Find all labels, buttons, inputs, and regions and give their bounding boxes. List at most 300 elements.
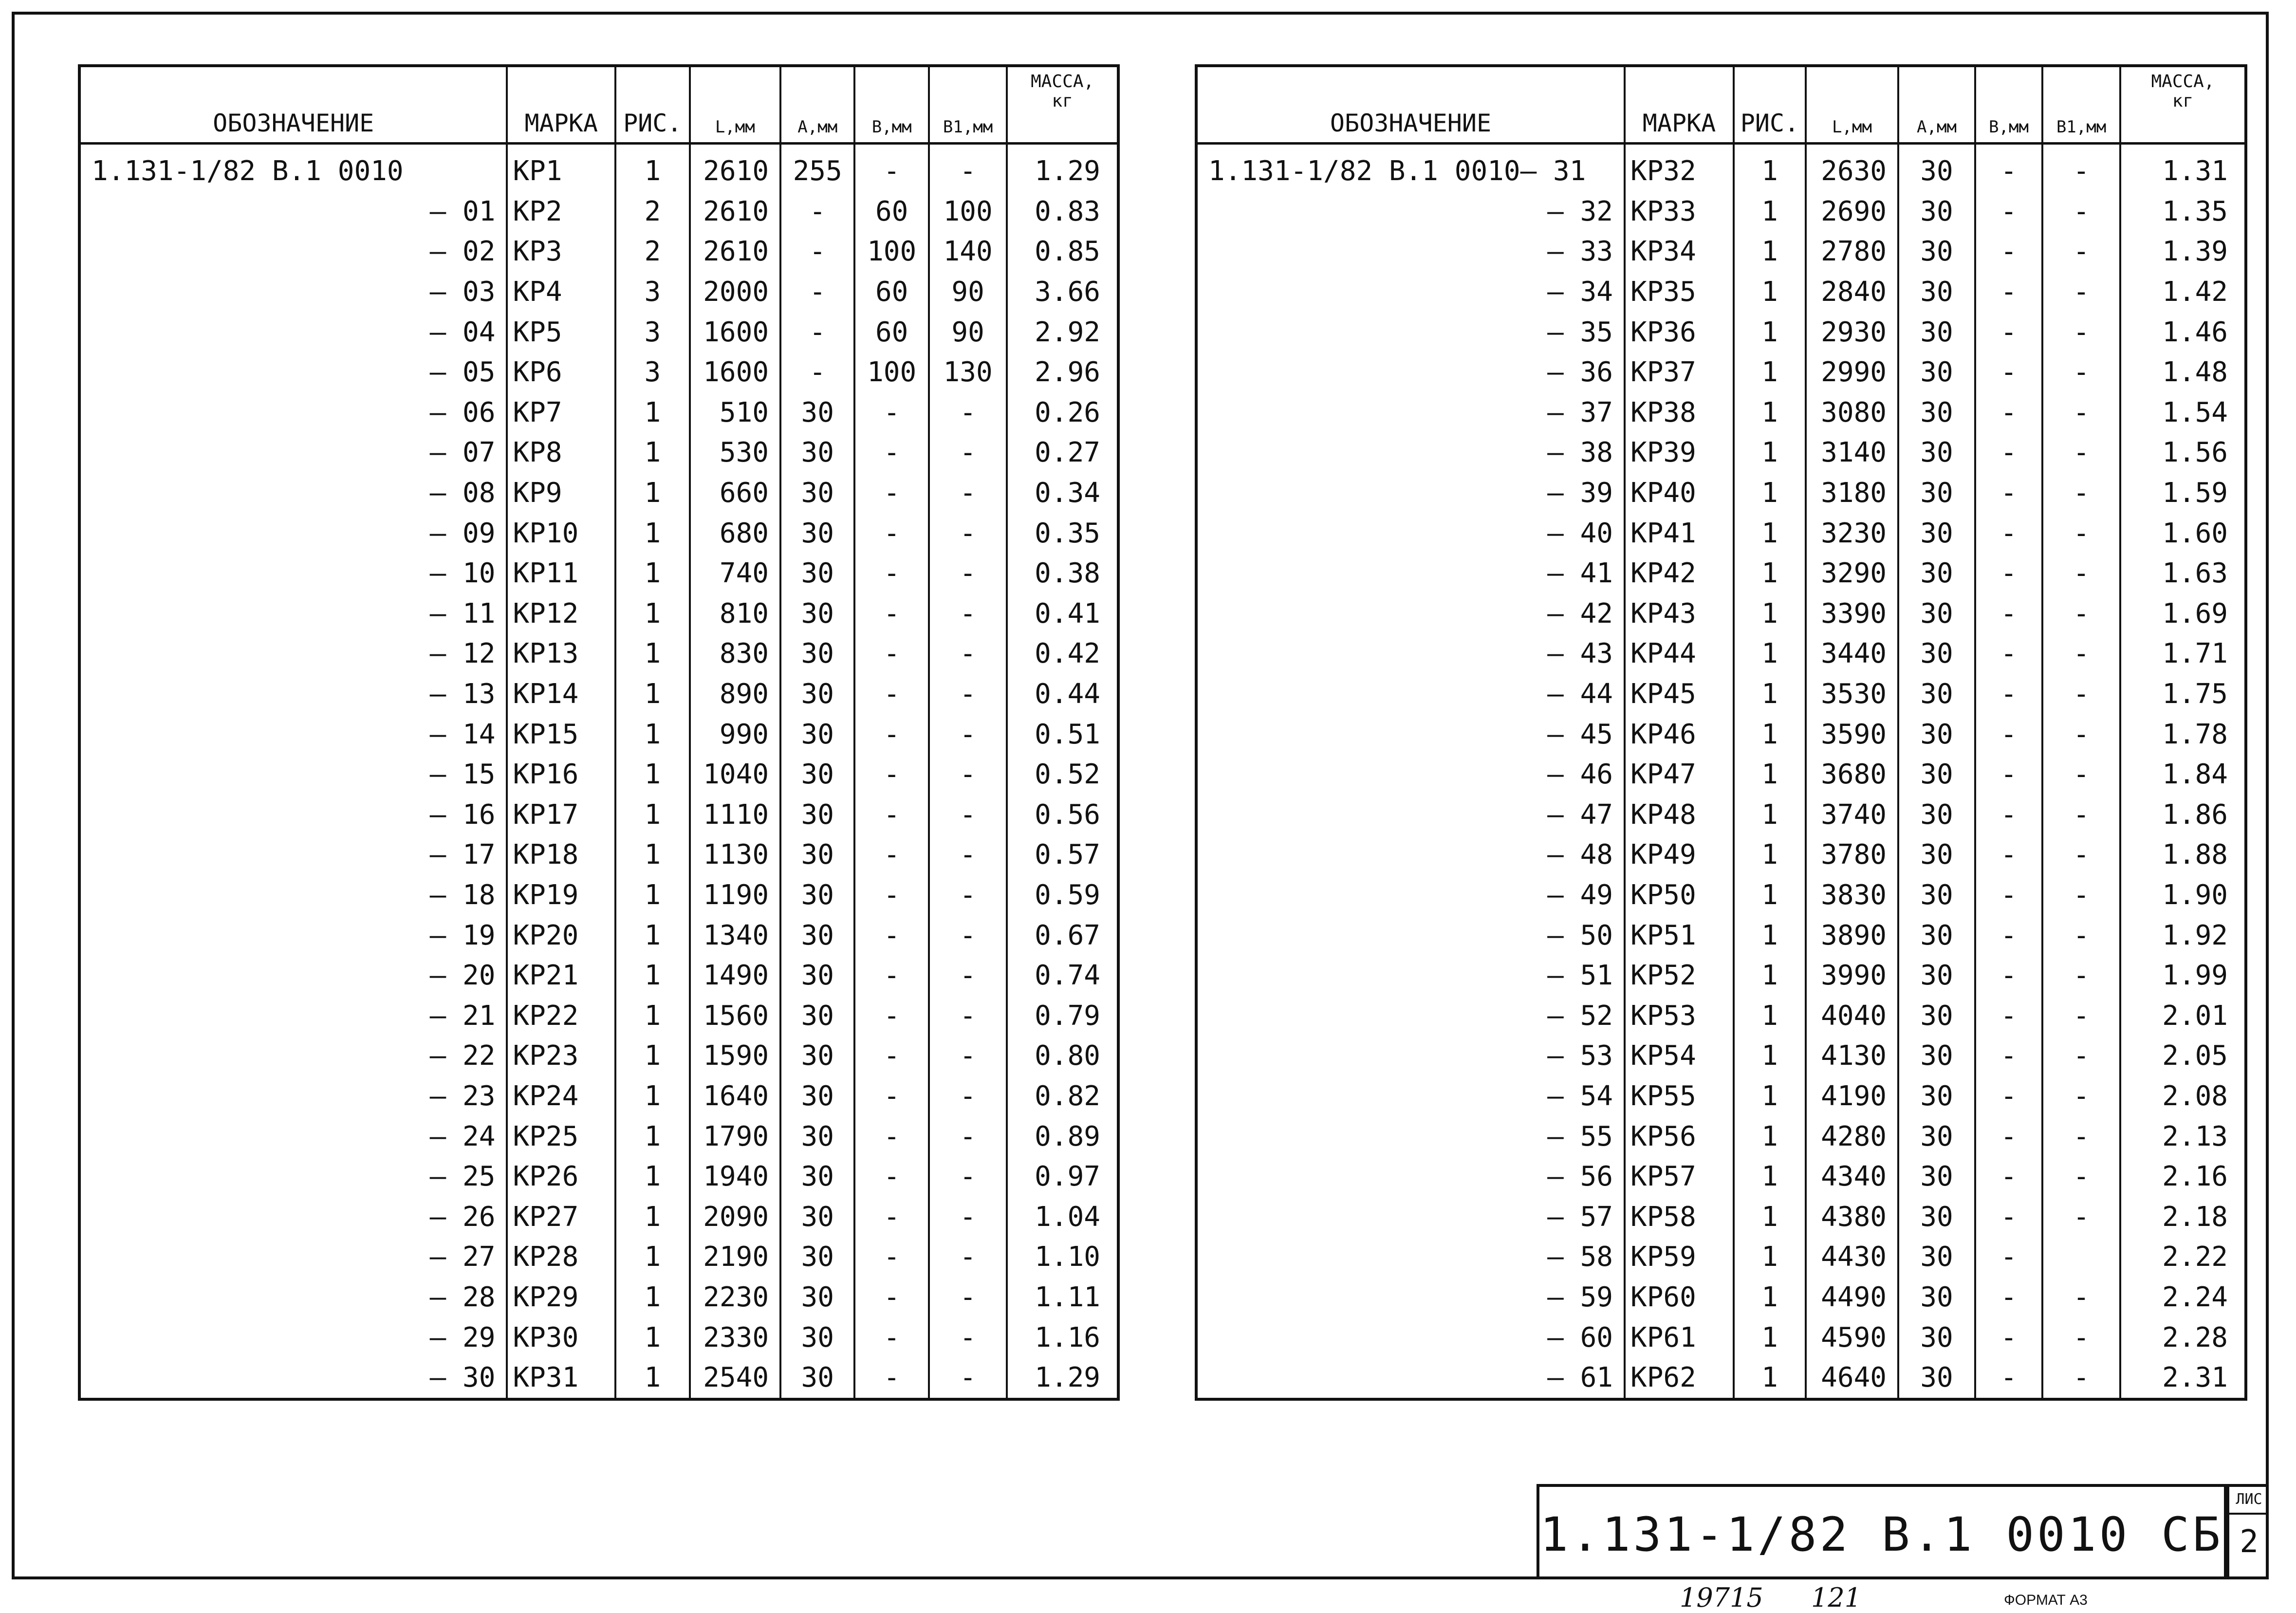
cell-a: 30 [1898, 956, 1975, 996]
cell-mark: КР11 [507, 554, 615, 594]
table-row [1196, 1036, 2246, 1076]
cell-mass: 0.74 [1007, 956, 1118, 996]
cell-designation: – 47 [1547, 798, 1613, 831]
cell-b1: - [929, 433, 1007, 473]
cell-fig: 1 [615, 1036, 689, 1076]
cell-fig: 1 [1734, 1237, 1806, 1278]
table-row [1196, 1278, 2246, 1318]
cell-fig: 1 [615, 513, 689, 554]
cell-mark: КР10 [507, 513, 615, 554]
table-row [1196, 755, 2246, 795]
cell-designation: – 02 [429, 236, 496, 268]
cell-designation: – 51 [1547, 960, 1613, 992]
cell-fig: 1 [615, 1157, 689, 1197]
cell-designation: – 37 [1547, 396, 1613, 428]
cell-fig: 1 [615, 433, 689, 473]
cell-mass: 0.56 [1007, 795, 1118, 835]
cell-mark: КР32 [1625, 144, 1734, 192]
cell-mark: КР34 [1625, 232, 1734, 272]
cell-a: 30 [1898, 554, 1975, 594]
cell-b1: - [2042, 433, 2120, 473]
cell-b1: - [2042, 875, 2120, 916]
cell-a: 30 [1898, 755, 1975, 795]
cell-mass: 1.35 [2120, 192, 2246, 232]
table-row [1196, 554, 2246, 594]
cell-designation: – 55 [1547, 1120, 1613, 1152]
cell-a: 30 [1898, 835, 1975, 875]
cell-fig: 3 [615, 352, 689, 393]
cell-a: 30 [1898, 393, 1975, 433]
cell-fig: 1 [615, 795, 689, 835]
format-label: ФОРМАТ А3 [2004, 1592, 2088, 1608]
table-row [79, 1278, 1118, 1318]
cell-length: 1040 [690, 755, 781, 795]
title-block-code: 1.131-1/82 В.1 0010 СБ [1537, 1484, 2227, 1579]
cell-b: - [854, 795, 928, 835]
cell-b1: 100 [929, 192, 1007, 232]
cell-mass: 1.60 [2120, 513, 2246, 554]
cell-b1: - [2042, 272, 2120, 313]
cell-fig: 1 [1734, 1358, 1806, 1400]
cell-fig: 1 [1734, 272, 1806, 313]
table-row [1196, 594, 2246, 634]
cell-designation: – 26 [429, 1201, 496, 1233]
cell-length: 3180 [1806, 473, 1898, 514]
cell-b1: 130 [929, 352, 1007, 393]
cell-designation: – 04 [429, 316, 496, 348]
cell-b: - [1975, 1358, 2042, 1400]
cell-designation: – 29 [429, 1321, 496, 1353]
cell-b1: - [2042, 1076, 2120, 1117]
cell-a: 30 [1898, 875, 1975, 916]
cell-b1: - [2042, 1358, 2120, 1400]
cell-mass: 1.71 [2120, 634, 2246, 674]
cell-designation: – 54 [1547, 1080, 1613, 1112]
cell-b1: - [2042, 1317, 2120, 1358]
cell-designation: – 52 [1547, 1000, 1613, 1032]
cell-length: 740 [690, 554, 781, 594]
cell-length: 1560 [690, 996, 781, 1036]
cell-designation: – 01 [429, 195, 496, 227]
table-row [1196, 393, 2246, 433]
cell-b: - [1975, 755, 2042, 795]
cell-mass: 1.29 [1007, 1358, 1118, 1400]
cell-mass: 0.34 [1007, 473, 1118, 514]
cell-b1: - [929, 755, 1007, 795]
cell-length: 4590 [1806, 1317, 1898, 1358]
cell-b1: - [929, 554, 1007, 594]
cell-fig: 1 [1734, 594, 1806, 634]
cell-b: - [854, 755, 928, 795]
cell-b1: - [929, 513, 1007, 554]
cell-b1: - [929, 1278, 1007, 1318]
table-row [1196, 473, 2246, 514]
table-row [1196, 714, 2246, 755]
cell-fig: 1 [1734, 312, 1806, 352]
cell-b: - [1975, 433, 2042, 473]
cell-mass: 1.31 [2120, 144, 2246, 192]
cell-a: 30 [780, 513, 854, 554]
cell-designation: – 39 [1547, 477, 1613, 509]
cell-mark: КР18 [507, 835, 615, 875]
cell-length: 3680 [1806, 755, 1898, 795]
cell-mark: КР24 [507, 1076, 615, 1117]
cell-a: 30 [780, 1116, 854, 1157]
cell-length: 2090 [690, 1197, 781, 1237]
cell-length: 1790 [690, 1116, 781, 1157]
cell-designation: – 05 [429, 356, 496, 389]
cell-mark: КР58 [1625, 1197, 1734, 1237]
cell-length: 3290 [1806, 554, 1898, 594]
table-row [79, 312, 1118, 352]
cell-a: 30 [780, 835, 854, 875]
cell-a: 30 [1898, 352, 1975, 393]
table-row [79, 554, 1118, 594]
cell-b: - [854, 674, 928, 715]
cell-mass: 1.59 [2120, 473, 2246, 514]
cell-mass: 0.52 [1007, 755, 1118, 795]
cell-fig: 1 [1734, 1157, 1806, 1197]
cell-mass: 1.63 [2120, 554, 2246, 594]
cell-length: 1600 [690, 312, 781, 352]
cell-a: - [780, 272, 854, 313]
cell-fig: 1 [1734, 755, 1806, 795]
cell-b1: - [929, 144, 1007, 192]
cell-mark: КР39 [1625, 433, 1734, 473]
cell-b1: - [2042, 393, 2120, 433]
cell-length: 1110 [690, 795, 781, 835]
cell-designation: – 46 [1547, 759, 1613, 791]
cell-b: - [854, 1237, 928, 1278]
cell-mass: 0.51 [1007, 714, 1118, 755]
table-row [1196, 835, 2246, 875]
cell-designation: – 57 [1547, 1201, 1613, 1233]
cell-b1: - [2042, 473, 2120, 514]
header-mark: МАРКА [507, 66, 615, 144]
cell-mark: КР46 [1625, 714, 1734, 755]
cell-b: - [1975, 1197, 2042, 1237]
cell-a: 30 [780, 956, 854, 996]
cell-a: 30 [780, 1197, 854, 1237]
cell-fig: 1 [1734, 352, 1806, 393]
cell-length: 2610 [690, 144, 781, 192]
cell-mass: 0.44 [1007, 674, 1118, 715]
cell-length: 810 [690, 594, 781, 634]
cell-mark: КР49 [1625, 835, 1734, 875]
cell-a: 30 [780, 1278, 854, 1318]
cell-designation: – 33 [1547, 236, 1613, 268]
cell-length: 2190 [690, 1237, 781, 1278]
cell-mass: 0.42 [1007, 634, 1118, 674]
cell-b: 100 [854, 352, 928, 393]
cell-length: 2780 [1806, 232, 1898, 272]
cell-length: 2330 [690, 1317, 781, 1358]
cell-mass: 2.22 [2120, 1237, 2246, 1278]
cell-mass: 2.28 [2120, 1317, 2246, 1358]
cell-b: - [1975, 1157, 2042, 1197]
cell-b1: - [929, 393, 1007, 433]
table-row [1196, 272, 2246, 313]
cell-mark: КР55 [1625, 1076, 1734, 1117]
spec-table-left-body [79, 144, 1118, 1400]
cell-b: - [854, 714, 928, 755]
cell-mass: 1.56 [2120, 433, 2246, 473]
cell-designation: – 42 [1547, 597, 1613, 630]
cell-a: - [780, 352, 854, 393]
cell-b: - [854, 144, 928, 192]
cell-fig: 1 [1734, 1116, 1806, 1157]
cell-fig: 1 [615, 915, 689, 956]
table-row [79, 473, 1118, 514]
cell-fig: 1 [615, 956, 689, 996]
cell-b1: - [929, 795, 1007, 835]
table-row [79, 634, 1118, 674]
cell-length: 2610 [690, 192, 781, 232]
cell-mass: 1.88 [2120, 835, 2246, 875]
cell-fig: 1 [615, 1278, 689, 1318]
cell-mass: 0.80 [1007, 1036, 1118, 1076]
cell-b: 60 [854, 192, 928, 232]
cell-a: 30 [1898, 144, 1975, 192]
cell-b1: - [929, 996, 1007, 1036]
cell-fig: 1 [615, 714, 689, 755]
cell-b: - [854, 915, 928, 956]
cell-a: 30 [1898, 1197, 1975, 1237]
cell-length: 1190 [690, 875, 781, 916]
cell-a: 30 [1898, 232, 1975, 272]
cell-length: 3080 [1806, 393, 1898, 433]
cell-length: 4640 [1806, 1358, 1898, 1400]
cell-length: 2930 [1806, 312, 1898, 352]
header-a: А,мм [780, 66, 854, 144]
cell-mass: 1.78 [2120, 714, 2246, 755]
cell-a: 30 [1898, 714, 1975, 755]
cell-a: 30 [1898, 996, 1975, 1036]
cell-designation: – 19 [429, 919, 496, 951]
cell-length: 660 [690, 473, 781, 514]
cell-a: 30 [1898, 312, 1975, 352]
cell-length: 3890 [1806, 915, 1898, 956]
cell-mass: 1.16 [1007, 1317, 1118, 1358]
cell-mark: КР26 [507, 1157, 615, 1197]
cell-mass: 0.67 [1007, 915, 1118, 956]
cell-designation: – 23 [429, 1080, 496, 1112]
cell-b1: - [929, 714, 1007, 755]
header-mass-line1: МАССА, [1031, 72, 1094, 92]
cell-a: 30 [780, 674, 854, 715]
header-l: L,мм [690, 66, 781, 144]
spec-table-left [78, 64, 1120, 1401]
cell-fig: 1 [1734, 835, 1806, 875]
cell-mass: 0.27 [1007, 433, 1118, 473]
header-mass-line2: кг [1052, 91, 1073, 111]
sheet-box [2227, 1484, 2269, 1579]
table-row [79, 1317, 1118, 1358]
cell-mark: КР61 [1625, 1317, 1734, 1358]
cell-b: - [854, 956, 928, 996]
cell-b1: - [2042, 634, 2120, 674]
cell-mass: 0.38 [1007, 554, 1118, 594]
cell-length: 890 [690, 674, 781, 715]
cell-mark: КР15 [507, 714, 615, 755]
cell-designation: – 22 [429, 1040, 496, 1072]
cell-fig: 1 [615, 1197, 689, 1237]
cell-length: 1640 [690, 1076, 781, 1117]
cell-length: 2690 [1806, 192, 1898, 232]
cell-b1: - [929, 1197, 1007, 1237]
cell-a: 30 [780, 755, 854, 795]
cell-mass: 2.01 [2120, 996, 2246, 1036]
cell-mass: 0.59 [1007, 875, 1118, 916]
header-b1: В1,мм [929, 66, 1007, 144]
cell-mark: КР57 [1625, 1157, 1734, 1197]
table-row [79, 393, 1118, 433]
cell-b1: - [929, 1076, 1007, 1117]
cell-designation: – 32 [1547, 195, 1613, 227]
cell-b: - [854, 554, 928, 594]
cell-fig: 1 [1734, 634, 1806, 674]
cell-designation: – 49 [1547, 879, 1613, 911]
cell-mass: 2.05 [2120, 1036, 2246, 1076]
cell-designation: – 58 [1547, 1241, 1613, 1273]
cell-a: 255 [780, 144, 854, 192]
table-row [1196, 634, 2246, 674]
header-fig: РИС. [615, 66, 689, 144]
cell-b: - [1975, 312, 2042, 352]
table-row [1196, 795, 2246, 835]
cell-fig: 1 [615, 835, 689, 875]
cell-a: 30 [1898, 513, 1975, 554]
cell-b: - [1975, 996, 2042, 1036]
cell-mark: КР56 [1625, 1116, 1734, 1157]
cell-fig: 1 [1734, 875, 1806, 916]
cell-mark: КР28 [507, 1237, 615, 1278]
cell-b1: - [2042, 352, 2120, 393]
cell-designation: – 25 [429, 1161, 496, 1193]
cell-mass: 1.11 [1007, 1278, 1118, 1318]
cell-a: 30 [780, 996, 854, 1036]
cell-b: - [854, 594, 928, 634]
cell-mark: КР4 [507, 272, 615, 313]
cell-fig: 1 [1734, 144, 1806, 192]
cell-length: 3590 [1806, 714, 1898, 755]
cell-b: 60 [854, 272, 928, 313]
spec-table-right-body [1196, 144, 2246, 1400]
cell-mark: КР51 [1625, 915, 1734, 956]
cell-designation: – 27 [429, 1241, 496, 1273]
cell-b1: - [2042, 674, 2120, 715]
cell-a: 30 [1898, 1076, 1975, 1117]
cell-b: 100 [854, 232, 928, 272]
cell-length: 3230 [1806, 513, 1898, 554]
cell-mass: 0.82 [1007, 1076, 1118, 1117]
table-row [1196, 674, 2246, 715]
table-row [1196, 144, 2246, 192]
cell-b: - [1975, 634, 2042, 674]
table-row [79, 795, 1118, 835]
cell-mark: КР31 [507, 1358, 615, 1400]
cell-b: - [854, 433, 928, 473]
cell-b1: - [2042, 1116, 2120, 1157]
cell-b: 60 [854, 312, 928, 352]
cell-b1: - [2042, 996, 2120, 1036]
handwritten-number-1: 19715 [1680, 1582, 1763, 1613]
cell-a: 30 [1898, 433, 1975, 473]
cell-b: - [1975, 674, 2042, 715]
cell-designation: – 21 [429, 1000, 496, 1032]
table-row [79, 144, 1118, 192]
cell-b1: - [929, 594, 1007, 634]
table-row [1196, 513, 2246, 554]
cell-fig: 1 [1734, 1036, 1806, 1076]
cell-designation: – 13 [429, 678, 496, 710]
table-row [79, 232, 1118, 272]
cell-b: - [854, 393, 928, 433]
cell-b: - [1975, 1116, 2042, 1157]
cell-a: 30 [1898, 1036, 1975, 1076]
cell-length: 4490 [1806, 1278, 1898, 1318]
cell-b1: - [2042, 714, 2120, 755]
cell-a: 30 [780, 1076, 854, 1117]
cell-mark: КР41 [1625, 513, 1734, 554]
cell-b: - [1975, 352, 2042, 393]
cell-b1: - [929, 1237, 1007, 1278]
cell-mark: КР1 [507, 144, 615, 192]
cell-designation: – 50 [1547, 919, 1613, 951]
cell-length: 510 [690, 393, 781, 433]
cell-b: - [1975, 144, 2042, 192]
cell-mark: КР21 [507, 956, 615, 996]
cell-length: 3830 [1806, 875, 1898, 916]
cell-mark: КР27 [507, 1197, 615, 1237]
cell-b: - [1975, 956, 2042, 996]
cell-b1 [2042, 1237, 2120, 1278]
cell-designation: – 20 [429, 960, 496, 992]
cell-designation: – 09 [429, 517, 496, 549]
cell-b1: - [2042, 554, 2120, 594]
cell-length: 680 [690, 513, 781, 554]
cell-fig: 1 [1734, 1076, 1806, 1117]
cell-designation: – 35 [1547, 316, 1613, 348]
cell-b: - [1975, 513, 2042, 554]
header-mark: МАРКА [1625, 66, 1734, 144]
cell-designation: – 10 [429, 557, 496, 590]
cell-b: - [1975, 835, 2042, 875]
cell-b: - [854, 1358, 928, 1400]
cell-mark: КР50 [1625, 875, 1734, 916]
sheet-number: 2 [2240, 1524, 2259, 1560]
cell-fig: 1 [615, 996, 689, 1036]
table-row [79, 835, 1118, 875]
cell-mark: КР37 [1625, 352, 1734, 393]
cell-a: 30 [1898, 915, 1975, 956]
cell-fig: 1 [615, 1116, 689, 1157]
table-row [79, 1237, 1118, 1278]
cell-b1: - [929, 956, 1007, 996]
cell-mass: 1.10 [1007, 1237, 1118, 1278]
cell-a: 30 [780, 473, 854, 514]
cell-fig: 1 [1734, 795, 1806, 835]
cell-b: - [1975, 1076, 2042, 1117]
cell-b: - [854, 1076, 928, 1117]
cell-b: - [1975, 1317, 2042, 1358]
table-row [1196, 956, 2246, 996]
cell-fig: 1 [1734, 996, 1806, 1036]
table-row [79, 513, 1118, 554]
cell-length: 2840 [1806, 272, 1898, 313]
cell-designation: – 07 [429, 437, 496, 469]
cell-b1: - [929, 1157, 1007, 1197]
